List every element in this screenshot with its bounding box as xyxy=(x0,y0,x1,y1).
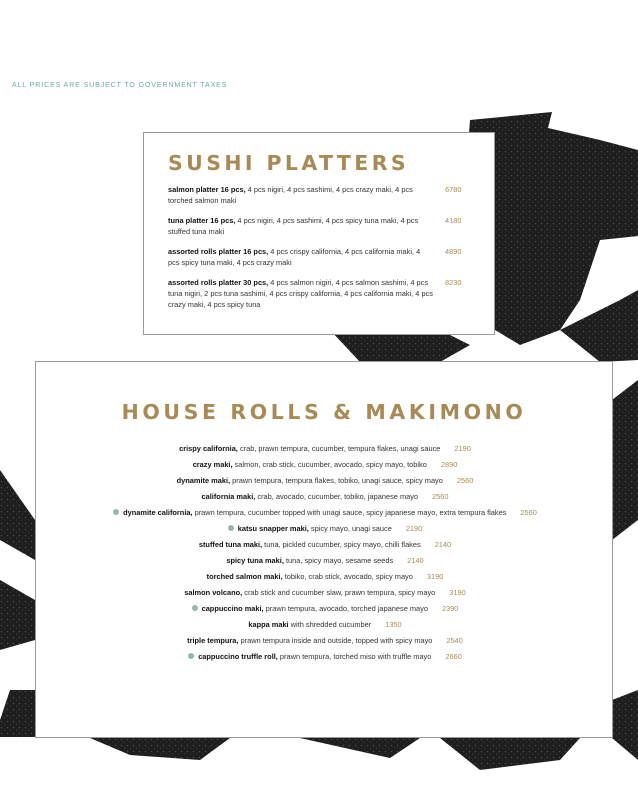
item-name: stuffed tuna maki, xyxy=(198,540,263,549)
item-name: dynamite california, xyxy=(123,508,193,517)
menu-item xyxy=(36,538,614,552)
house-rolls-card xyxy=(35,361,613,738)
item-price: 2560 xyxy=(432,492,449,501)
item-price: 2140 xyxy=(434,540,452,549)
item-name: crazy maki, xyxy=(192,460,233,469)
item-name: cappuccino maki, xyxy=(201,604,264,613)
item-description: tuna, spicy mayo, sesame seeds xyxy=(285,556,394,565)
menu-item xyxy=(36,634,614,648)
menu-item xyxy=(36,650,614,664)
menu-item xyxy=(36,586,614,600)
item-name: crispy california, xyxy=(179,444,238,453)
menu-item xyxy=(36,506,614,520)
item-description: 4 pcs crispy california, 4 pcs california maki, 4 pcs spicy tuna maki, 4 pcs crazy maki xyxy=(168,247,421,267)
item-price: 1350 xyxy=(385,620,402,629)
menu-item xyxy=(36,442,614,456)
item-name: tuna platter 16 pcs, xyxy=(168,216,236,225)
item-name: kappa maki xyxy=(248,620,289,629)
item-description: 4 pcs nigiri, 4 pcs sashimi, 4 pcs spicy tuna maki, 4 pcs stuffed tuna maki xyxy=(168,216,419,236)
item-description: prawn tempura, avocado, torched japanese mayo xyxy=(265,604,428,613)
item-description: tuna, pickled cucumber, spicy mayo, chilli flakes xyxy=(264,540,421,549)
item-description: crab, prawn tempura, cucumber, tempura flakes, unagi sauce xyxy=(239,444,441,453)
signature-dot-icon xyxy=(228,525,234,531)
signature-dot-icon xyxy=(113,509,119,515)
menu-item xyxy=(168,216,433,238)
tax-notice: ALL PRICES ARE SUBJECT TO GOVERNMENT TAXES xyxy=(12,82,228,89)
item-description: 4 pcs salmon nigiri, 4 pcs salmon sashimi, 4 pcs tuna nigiri, 2 pcs tuna sashimi, 4 pcs crispy california, 4 pcs california maki, 4 pcs crazy maki, 4 pcs spicy tuna xyxy=(168,278,433,309)
item-description: crab stick and cucumber slaw, prawn tempura, spicy mayo xyxy=(244,588,436,597)
platters-title: SUSHI PLATTERS xyxy=(168,151,410,175)
item-description: crab, avocado, cucumber, tobiko, japanese mayo xyxy=(257,492,419,501)
item-description: spicy mayo, unagi sauce xyxy=(310,524,392,533)
menu-item xyxy=(168,247,433,269)
signature-dot-icon xyxy=(188,653,194,659)
item-price: 2660 xyxy=(445,652,462,661)
item-price: 6780 xyxy=(445,185,462,194)
menu-item xyxy=(168,185,433,207)
item-name: spicy tuna maki, xyxy=(226,556,284,565)
item-name: assorted rolls platter 30 pcs, xyxy=(168,278,269,287)
item-description: prawn tempura, cucumber topped with unagi sauce, spicy japanese mayo, extra tempura flakes xyxy=(194,508,507,517)
item-name: salmon platter 16 pcs, xyxy=(168,185,246,194)
item-price: 2560 xyxy=(456,476,474,485)
item-name: dynamite maki, xyxy=(176,476,231,485)
item-name: katsu snapper maki, xyxy=(237,524,309,533)
item-price: 4180 xyxy=(445,216,462,225)
item-name: triple tempura, xyxy=(187,636,239,645)
item-price: 3190 xyxy=(449,588,466,597)
item-name: torched salmon maki, xyxy=(206,572,283,581)
item-price: 2390 xyxy=(441,604,459,613)
signature-dot-icon xyxy=(192,605,198,611)
menu-item xyxy=(36,618,614,632)
rolls-title: HOUSE ROLLS & MAKIMONO xyxy=(121,400,527,424)
sushi-platters-card xyxy=(143,132,495,335)
item-description: prawn tempura, tempura flakes, tobiko, unagi sauce, spicy mayo xyxy=(232,476,443,485)
item-price: 4890 xyxy=(445,247,462,256)
item-name: salmon volcano, xyxy=(184,588,243,597)
item-description: 4 pcs nigiri, 4 pcs sashimi, 4 pcs crazy maki, 4 pcs torched salmon maki xyxy=(168,185,413,205)
item-price: 2560 xyxy=(520,508,537,517)
menu-item xyxy=(36,458,614,472)
menu-item xyxy=(36,490,614,504)
menu-item xyxy=(36,570,614,584)
menu-item xyxy=(168,278,433,310)
item-price: 3190 xyxy=(426,572,444,581)
item-description: salmon, crab stick, cucumber, avocado, spicy mayo, tobiko xyxy=(234,460,427,469)
item-name: california maki, xyxy=(201,492,256,501)
item-price: 2890 xyxy=(440,460,458,469)
menu-item xyxy=(36,522,614,536)
item-description: prawn tempura inside and outside, topped with spicy mayo xyxy=(240,636,433,645)
menu-item xyxy=(36,602,614,616)
menu-item xyxy=(36,474,614,488)
item-price: 2190 xyxy=(405,524,423,533)
menu-item xyxy=(36,554,614,568)
item-price: 2540 xyxy=(446,636,463,645)
item-name: assorted rolls platter 16 pcs, xyxy=(168,247,269,256)
item-price: 2140 xyxy=(407,556,424,565)
item-price: 2190 xyxy=(454,444,471,453)
item-price: 8230 xyxy=(445,278,462,287)
item-description: prawn tempura, torched miso with truffle mayo xyxy=(279,652,432,661)
item-description: tobiko, crab stick, avocado, spicy mayo xyxy=(284,572,413,581)
item-description: with shredded cucumber xyxy=(290,620,372,629)
item-name: cappuccino truffle roll, xyxy=(198,652,278,661)
